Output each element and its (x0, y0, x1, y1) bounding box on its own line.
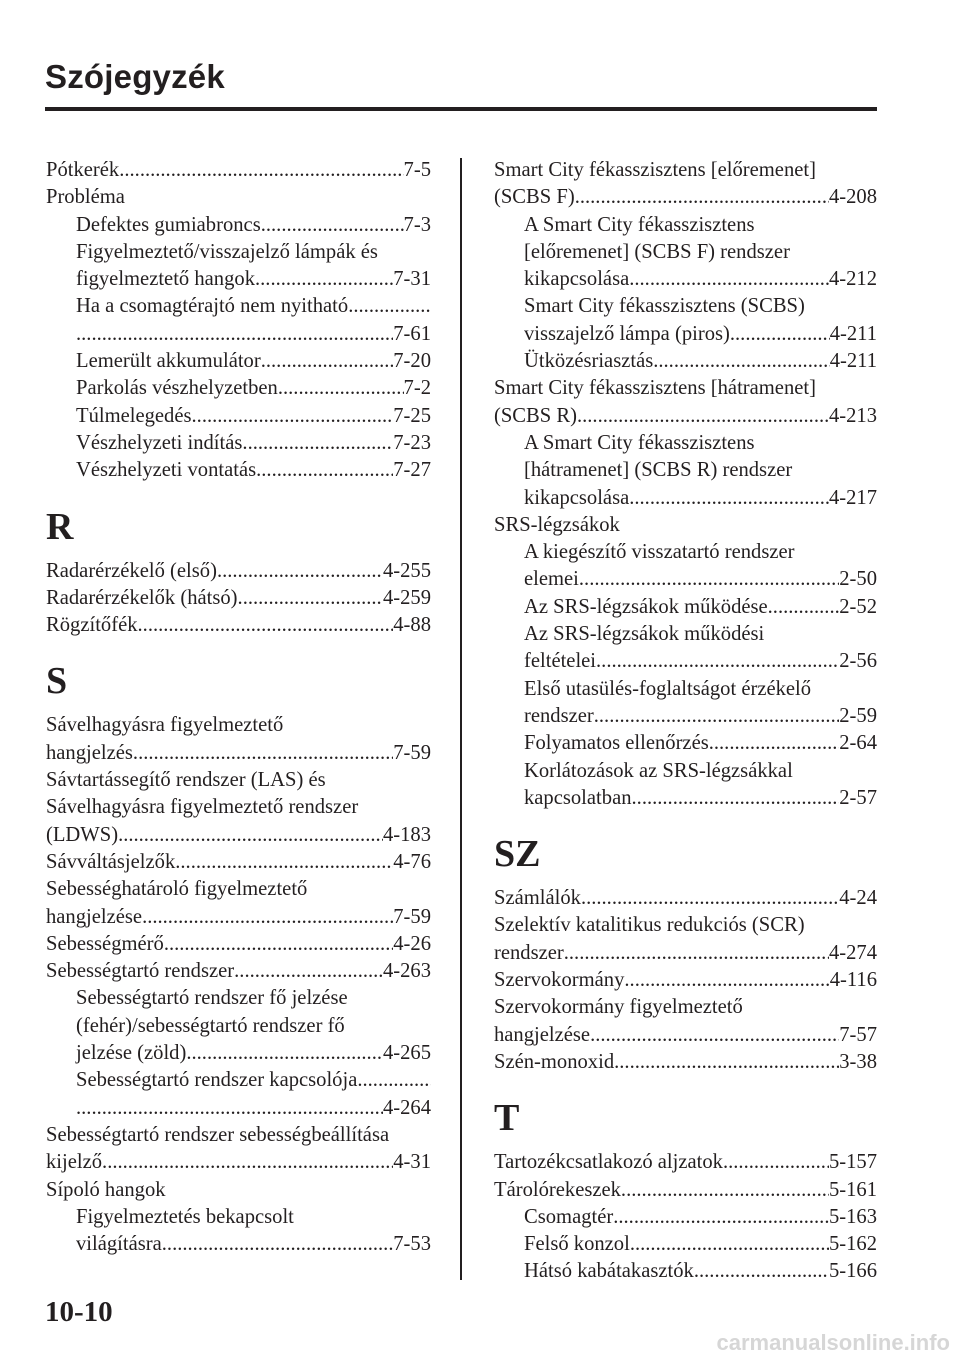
entry-text: Lemerült akkumulátor (76, 350, 261, 373)
entry-text: Sávelhagyásra figyelmeztető (46, 714, 284, 737)
entry-text: Folyamatos ellenőrzés (524, 732, 709, 755)
leader-dots (256, 457, 393, 484)
index-entry (46, 931, 431, 958)
entry-text: kikapcsolása (524, 486, 630, 509)
leader-dots (242, 430, 393, 457)
index-column-right (494, 157, 877, 1286)
leader-dots (723, 1149, 829, 1176)
leader-dots (614, 1049, 839, 1076)
entry-text: Tárolórekeszek (494, 1178, 621, 1201)
entry-page-ref: 4-211 (829, 350, 877, 373)
entry-page-ref: 4-24 (839, 887, 877, 910)
index-subentry (494, 758, 877, 785)
index-subentry (494, 594, 877, 621)
index-subentry (494, 1231, 877, 1258)
index-entry (46, 849, 431, 876)
entry-text: jelzése (zöld) (76, 1042, 187, 1065)
entry-text: Sávváltásjelzők (46, 850, 176, 873)
entry-page-ref: 7-61 (393, 322, 431, 345)
entry-page-ref: 7-2 (403, 377, 431, 400)
entry-text: Hátsó kabátakasztók (524, 1260, 694, 1283)
leader-dots (577, 403, 829, 430)
entry-text: feltételei (524, 650, 597, 673)
entry-text: Ütközésriasztás (524, 350, 654, 373)
entry-text: Szervokormány (494, 969, 625, 992)
index-entry (46, 822, 431, 849)
leader-dots (138, 612, 394, 639)
index-entry (46, 157, 431, 184)
entry-text: Vészhelyzeti vontatás (76, 459, 257, 482)
entry-text: Sávtartássegítő rendszer (LAS) és (46, 769, 326, 792)
entry-page-ref: 5-161 (828, 1178, 877, 1201)
entry-text: Sebességtartó rendszer sebességbeállítása (46, 1123, 390, 1146)
entry-text: Figyelmeztető/visszajelző lámpák és (76, 240, 378, 263)
leader-dots (192, 403, 394, 430)
entry-page-ref: 5-163 (828, 1205, 877, 1228)
entry-text: A Smart City fékasszisztens (524, 213, 755, 236)
entry-text: hangjelzése (494, 1023, 591, 1046)
entry-text: Sebességhatároló figyelmeztető (46, 878, 308, 901)
entry-text: [hátramenet] (SCBS R) rendszer (524, 459, 793, 482)
entry-text: Sebességmérő (46, 932, 164, 955)
entry-page-ref: 7-57 (839, 1023, 877, 1046)
entry-page-ref: 4-265 (382, 1042, 431, 1065)
index-entry (46, 767, 431, 794)
entry-text: Smart City fékasszisztens [hátramenet] (494, 377, 816, 400)
entry-text: elemei (524, 568, 579, 591)
entry-page-ref: 7-20 (393, 350, 431, 373)
entry-text: (SCBS F) (494, 186, 575, 209)
entry-text: kapcsolatban (524, 786, 632, 809)
leader-dots (730, 321, 830, 348)
leader-dots (348, 293, 431, 320)
entry-text: Szervokormány figyelmeztető (494, 996, 743, 1019)
entry-text: Probléma (46, 186, 125, 209)
leader-dots (234, 958, 383, 985)
entry-page-ref: 2-56 (839, 650, 877, 673)
index-subentry (494, 1204, 877, 1231)
index-entry (494, 1049, 877, 1076)
entry-page-ref: 4-255 (382, 559, 431, 582)
index-subentry (46, 1095, 431, 1122)
entry-text: Pótkerék (46, 159, 120, 181)
section-letter: S (46, 660, 68, 703)
entry-text: Szén-monoxid (494, 1050, 615, 1073)
entry-page-ref: 4-211 (829, 322, 877, 345)
entry-page-ref: 2-57 (839, 786, 877, 809)
entry-page-ref: 7-59 (393, 905, 431, 928)
index-entry (494, 940, 877, 967)
index-entry (46, 1122, 431, 1149)
index-subentry (494, 676, 877, 703)
entry-page-ref: 7-59 (393, 741, 431, 764)
index-subentry (46, 348, 431, 375)
index-subentry (494, 566, 877, 593)
section-letter: SZ (494, 833, 541, 876)
entry-page-ref: 7-31 (393, 268, 431, 291)
leader-dots (255, 266, 393, 293)
entry-page-ref: 4-217 (828, 486, 877, 509)
entry-page-ref: 5-162 (828, 1233, 877, 1256)
entry-page-ref: 2-52 (839, 595, 877, 618)
column-divider (460, 158, 462, 1280)
index-subentry (46, 212, 431, 239)
index-subentry (46, 457, 431, 484)
watermark: carmanualsonline.info (716, 1330, 950, 1355)
leader-dots (133, 740, 393, 767)
entry-page-ref: 4-31 (393, 1151, 431, 1174)
leader-dots (590, 1022, 839, 1049)
entry-page-ref: 4-76 (393, 850, 431, 873)
index-subentry (494, 430, 877, 457)
leader-dots (164, 931, 393, 958)
leader-dots (575, 184, 829, 211)
entry-page-ref: 7-25 (393, 404, 431, 427)
entry-text: rendszer (524, 704, 594, 727)
leader-dots (175, 849, 393, 876)
index-entry (46, 712, 431, 739)
entry-text: Sebességtartó rendszer fő jelzése (76, 987, 348, 1010)
index-entry (494, 375, 877, 402)
index-entry (494, 1177, 877, 1204)
leader-dots (118, 822, 383, 849)
entry-text: Sebességtartó rendszer (46, 960, 235, 983)
entry-page-ref: 4-26 (393, 932, 431, 955)
leader-dots (653, 348, 829, 375)
index-entry (46, 184, 431, 211)
entry-text: Ha a csomagtérajtó nem nyitható (76, 295, 349, 318)
leader-dots (76, 321, 393, 348)
entry-page-ref: 7-53 (393, 1233, 431, 1256)
entry-text: Számlálók (494, 887, 581, 910)
leader-dots (162, 1231, 393, 1258)
entry-text: rendszer (494, 941, 564, 964)
index-subentry (494, 321, 877, 348)
index-entry (494, 885, 877, 912)
entry-text: Sávelhagyásra figyelmeztető rendszer (46, 796, 359, 819)
index-entry (46, 876, 431, 903)
index-entry (46, 904, 431, 931)
index-entry (494, 994, 877, 1021)
index-entry (46, 958, 431, 985)
leader-dots (630, 1231, 829, 1258)
entry-text: Vészhelyzeti indítás (76, 431, 243, 454)
index-entry (46, 1149, 431, 1176)
entry-text: világításra (76, 1233, 162, 1256)
index-subentry (494, 539, 877, 566)
entry-page-ref: 4-264 (382, 1096, 431, 1119)
index-subentry (46, 1204, 431, 1231)
entry-text: visszajelző lámpa (piros) (524, 322, 730, 345)
index-subentry (46, 1067, 431, 1094)
leader-dots (581, 885, 839, 912)
entry-page-ref: 4-259 (382, 586, 431, 609)
leader-dots (76, 1095, 383, 1122)
leader-dots (624, 967, 829, 994)
index-subentry (494, 785, 877, 812)
leader-dots (694, 1258, 829, 1285)
entry-page-ref: 4-274 (828, 941, 877, 964)
entry-page-ref: 4-88 (393, 614, 431, 637)
index-entry (494, 967, 877, 994)
entry-page-ref: 7-27 (393, 459, 431, 482)
index-subentry (46, 266, 431, 293)
page-header-title: Szójegyzék (45, 58, 225, 95)
leader-dots (261, 212, 404, 239)
leader-dots (217, 558, 383, 585)
index-subentry (494, 457, 877, 484)
index-subentry (46, 321, 431, 348)
section-letter: T (494, 1097, 520, 1140)
index-subentry (494, 293, 877, 320)
entry-page-ref: 4-212 (828, 268, 877, 291)
entry-text: Az SRS-légzsákok működési (524, 623, 765, 646)
index-entry (46, 1177, 431, 1204)
index-entry (494, 1022, 877, 1049)
entry-text: Figyelmeztetés bekapcsolt (76, 1205, 294, 1228)
entry-text: Tartozékcsatlakozó aljzatok (494, 1151, 723, 1174)
entry-page-ref: 5-166 (828, 1260, 877, 1283)
entry-text: Első utasülés-foglaltságot érzékelő (524, 677, 812, 700)
index-subentry (494, 266, 877, 293)
leader-dots (768, 594, 840, 621)
entry-page-ref: 2-59 (839, 704, 877, 727)
index-entry (494, 157, 877, 184)
leader-dots (119, 157, 403, 184)
index-subentry (46, 985, 431, 1012)
index-entry (46, 612, 431, 639)
index-subentry (494, 485, 877, 512)
leader-dots (594, 703, 840, 730)
index-entry (46, 558, 431, 585)
index-subentry (46, 1231, 431, 1258)
entry-text: Túlmelegedés (76, 404, 192, 427)
index-entry (494, 184, 877, 211)
leader-dots (142, 904, 393, 931)
leader-dots (629, 266, 829, 293)
entry-text: Sípoló hangok (46, 1178, 166, 1201)
leader-dots (357, 1067, 431, 1094)
index-subentry (46, 403, 431, 430)
entry-text: Rögzítőfék (46, 614, 138, 637)
leader-dots (102, 1149, 393, 1176)
entry-text: [előremenet] (SCBS F) rendszer (524, 240, 790, 263)
index-entry (46, 585, 431, 612)
entry-text: Radarérzékelő (első) (46, 559, 217, 582)
entry-text: A Smart City fékasszisztens (524, 431, 755, 454)
entry-text: Sebességtartó rendszer kapcsolója (76, 1069, 358, 1092)
index-column-left (46, 157, 431, 1258)
entry-text: figyelmeztető hangok (76, 268, 255, 291)
index-subentry (494, 621, 877, 648)
leader-dots (596, 648, 839, 675)
leader-dots (564, 940, 829, 967)
leader-dots (613, 1204, 829, 1231)
index-subentry (494, 1258, 877, 1285)
index-subentry (494, 348, 877, 375)
entry-page-ref: 4-183 (382, 823, 431, 846)
index-entry (494, 512, 877, 539)
leader-dots (186, 1040, 383, 1067)
entry-page-ref: 7-23 (393, 431, 431, 454)
leader-dots (238, 585, 383, 612)
entry-text: (SCBS R) (494, 404, 577, 427)
index-subentry (46, 430, 431, 457)
entry-page-ref: 3-38 (839, 1050, 877, 1073)
entry-text: Radarérzékelők (hátsó) (46, 586, 238, 609)
entry-text: SRS-légzsákok (494, 513, 620, 536)
entry-text: Az SRS-légzsákok működése (524, 595, 768, 618)
entry-page-ref: 4-116 (829, 969, 877, 992)
entry-page-ref: 4-263 (382, 960, 431, 983)
entry-text: Defektes gumiabroncs (76, 213, 261, 236)
entry-text: kikapcsolása (524, 268, 630, 291)
leader-dots (261, 348, 394, 375)
entry-text: Csomagtér (524, 1205, 614, 1228)
index-subentry (494, 730, 877, 757)
index-subentry (46, 239, 431, 266)
index-subentry (46, 375, 431, 402)
entry-text: kijelző (46, 1151, 103, 1174)
leader-dots (629, 485, 829, 512)
index-subentry (494, 239, 877, 266)
entry-page-ref: 5-157 (828, 1151, 877, 1174)
leader-dots (632, 785, 840, 812)
entry-text: Parkolás vészhelyzetben (76, 377, 278, 400)
entry-text: hangjelzése (46, 905, 143, 928)
index-subentry (46, 293, 431, 320)
entry-text: A kiegészítő visszatartó rendszer (524, 541, 795, 564)
entry-page-ref: 2-64 (839, 732, 877, 755)
index-subentry (494, 648, 877, 675)
page-number: 10-10 (45, 1296, 113, 1328)
header-rule (45, 107, 877, 111)
entry-page-ref: 2-50 (839, 568, 877, 591)
entry-text: Korlátozások az SRS-légzsákkal (524, 759, 793, 782)
entry-text: Szelektív katalitikus redukciós (SCR) (494, 914, 805, 937)
entry-page-ref: 7-3 (403, 213, 431, 236)
index-entry (494, 1149, 877, 1176)
leader-dots (621, 1177, 829, 1204)
entry-page-ref: 4-213 (828, 404, 877, 427)
leader-dots (709, 730, 840, 757)
entry-text: (fehér)/sebességtartó rendszer fő (76, 1014, 345, 1037)
leader-dots (579, 566, 839, 593)
index-entry (46, 794, 431, 821)
entry-text: (LDWS) (46, 823, 119, 846)
entry-page-ref: 4-208 (828, 186, 877, 209)
index-entry (494, 403, 877, 430)
entry-text: Felső konzol (524, 1233, 630, 1256)
index-subentry (494, 703, 877, 730)
index-subentry (46, 1040, 431, 1067)
index-entry (46, 740, 431, 767)
entry-text: Smart City fékasszisztens [előremenet] (494, 159, 816, 181)
entry-text: hangjelzés (46, 741, 133, 764)
index-entry (494, 912, 877, 939)
entry-text: Smart City fékasszisztens (SCBS) (524, 295, 805, 318)
index-subentry (46, 1013, 431, 1040)
section-letter: R (46, 505, 74, 548)
leader-dots (278, 375, 404, 402)
index-subentry (494, 212, 877, 239)
entry-page-ref: 7-5 (403, 159, 431, 181)
